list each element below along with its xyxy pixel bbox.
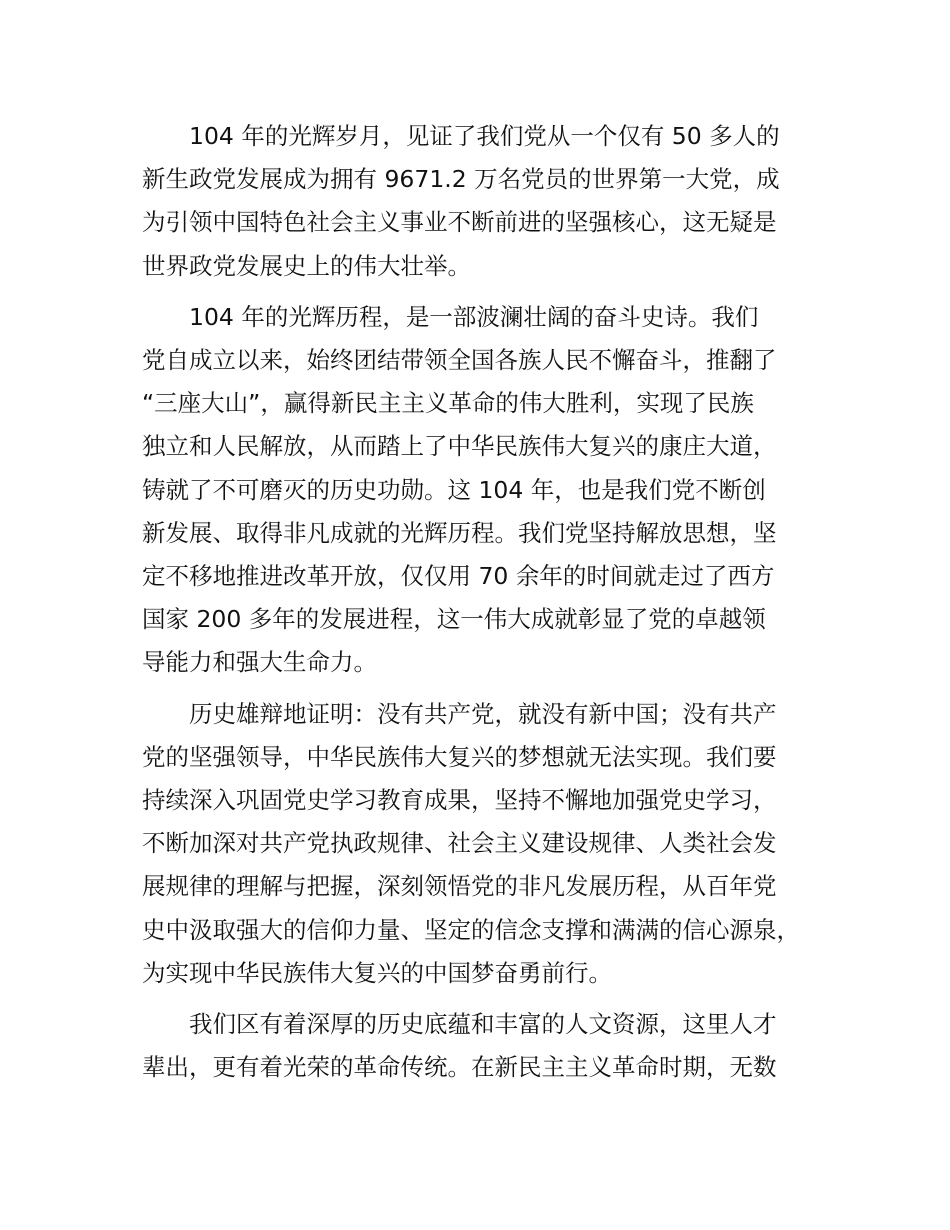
paragraph-line: 不断加深对共产党执政规律、社会主义建设规律、人类社会发 [142,829,777,858]
paragraph-line: 独立和人民解放，从而踏上了中华民族伟大复兴的康庄大道， [142,432,777,461]
paragraph-line: 史中汲取强大的信仰力量、坚定的信念支撑和满满的信心源泉， [142,915,800,944]
paragraph-line: 为引领中国特色社会主义事业不断前进的坚强核心，这无疑是 [142,208,777,237]
paragraph-2 [142,296,817,685]
paragraph-line: 辈出，更有着光荣的革命传统。在新民主主义革命时期，无数 [142,1053,777,1082]
paragraph-line: 历史雄辩地证明：没有共产党，就没有新中国；没有共产 [189,699,777,728]
paragraph-line: 104 年的光辉历程，是一部波澜壮阔的奋斗史诗。我们 [189,302,759,331]
paragraph-line: 104 年的光辉岁月，见证了我们党从一个仅有 50 多人的 [189,122,780,150]
paragraph-line: 导能力和强大生命力。 [142,648,377,677]
paragraph-line: 为实现中华民族伟大复兴的中国梦奋勇前行。 [142,958,612,987]
paragraph-line: 铸就了不可磨灭的历史功勋。这 104 年，也是我们党不断创 [142,475,766,504]
paragraph-3 [142,693,817,995]
paragraph-line: 党的坚强领导，中华民族伟大复兴的梦想就无法实现。我们要 [142,742,777,771]
paragraph-line: 世界政党发展史上的伟大壮举。 [142,251,471,280]
paragraph-line: 我们区有着深厚的历史底蕴和丰富的人文资源，这里人才 [189,1010,777,1039]
paragraph-line: 党自成立以来，始终团结带领全国各族人民不懈奋斗，推翻了 [142,346,777,375]
paragraph-line: 国家 200 多年的发展进程，这一伟大成就彰显了党的卓越领 [142,605,766,634]
paragraph-4 [142,1003,817,1089]
paragraph-1 [142,115,817,288]
document-body [142,115,817,1097]
paragraph-line: “三座大山”，赢得新民主主义革命的伟大胜利，实现了民族 [142,389,754,418]
paragraph-line: 新发展、取得非凡成就的光辉历程。我们党坚持解放思想，坚 [142,518,777,547]
paragraph-line: 展规律的理解与把握，深刻领悟党的非凡发展历程，从百年党 [142,872,777,901]
paragraph-line: 新生政党发展成为拥有 9671.2 万名党员的世界第一大党，成 [142,165,780,194]
paragraph-line: 持续深入巩固党史学习教育成果，坚持不懈地加强党史学习， [142,786,777,815]
paragraph-line: 定不移地推进改革开放，仅仅用 70 余年的时间就走过了西方 [142,562,775,591]
